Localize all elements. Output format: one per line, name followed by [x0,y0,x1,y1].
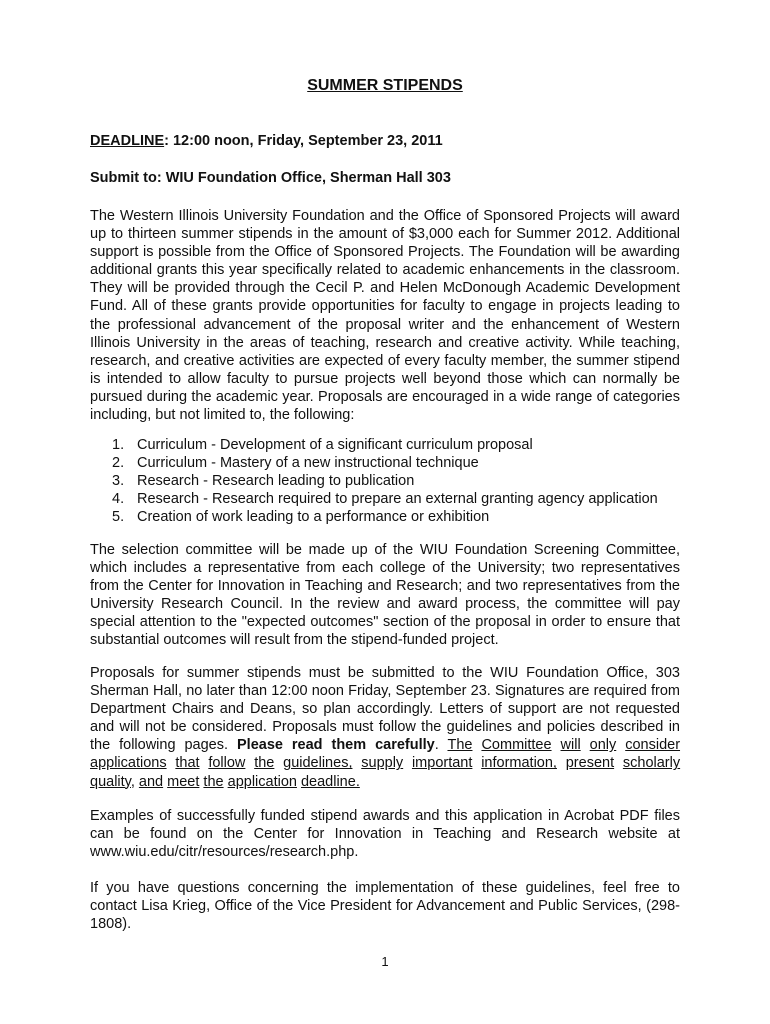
underlined-word: information, [481,755,557,772]
list-item-number: 1. [112,437,125,453]
underlined-word: important [411,755,473,772]
underlined-word: scholarly [622,755,681,772]
list-item-text: Curriculum - Development of a significant curriculum proposal [137,437,533,453]
page-number: 1 [381,954,389,969]
underlined-word: and [138,773,164,790]
underlined-word: the [203,773,224,790]
underlined-word: applications [90,755,167,772]
underlined-word: Committee [481,737,552,754]
list-item-text: Research - Research required to prepare an external granting agency application [137,491,658,508]
list-item-text: Creation of work leading to a performance or exhibition [137,509,490,526]
contact-paragraph: If you have questions concerning the implementation of these guidelines, feel free to contact Lisa Krieg, Office of the Vice President for Advancement and Public Services, (298-1808). [90,880,680,933]
committee-paragraph: The selection committee will be made up of the WIU Foundation Screening Committee, which includes a representative from each college of the University; two representatives from the Center for Innovation in Teaching and Research; and two representatives from the University Research Council. In the review and award process, the committee will pay special attention to the "expected outcomes" section of the proposal in order to ensure that substantial outcomes will result from the stipend-funded project. [90,542,680,649]
list-item [90,472,690,490]
examples-paragraph: Examples of successfully funded stipend awards and this application in Acrobat PDF files can be found on the Center for Innovation in Teaching and Research website at www.wiu.edu/citr/resources/research.php. [90,808,680,861]
underlined-word: meet [167,773,200,790]
list-item [90,508,690,526]
list-item-text: Curriculum - Mastery of a new instructional technique [137,455,479,472]
list-item-number: 4. [112,491,125,508]
underlined-word: will [560,737,581,754]
underlined-word: application [227,773,297,790]
deadline-value: : 12:00 noon, Friday, September 23, 2011 [164,133,443,149]
list-item-text: Research - Research leading to publication [137,473,415,490]
underlined-word: The [447,737,473,754]
intro-paragraph: The Western Illinois University Foundation and the Office of Sponsored Projects will award up to thirteen summer stipends in the amount of $3,000 each for Summer 2012. Additional support is possible from the Office of Sponsored Projects. The Foundation will be awarding additional grants this year specifically related to academic enhancements in the classroom. They will be provided through the Cecil P. and Helen McDonough Academic Development Fund. All of these grants provide opportunities for faculty to engage in projects leading to the professional advancement of the proposal writer and the enhancement of Western Illinois University in the areas of teaching, research and creative activity. While teaching, research, and creative activities are expected of every faculty member, the summer stipend is intended to allow faculty to pursue projects well beyond those which can normally be pursued during the academic year. Proposals are encouraged in a wide range of categories including, but not limited to, the following: [90,208,680,424]
underlined-word: deadline. [300,773,360,790]
list-item-number: 5. [112,509,125,526]
read-carefully-emphasis: Please read them carefully [237,737,435,754]
underlined-word: only [589,737,617,754]
underlined-word: follow [208,755,246,772]
period: . [434,737,439,754]
underlined-word: the [254,755,275,772]
submission-paragraph [90,664,680,791]
underlined-word: guidelines, [283,755,353,772]
underlined-word: supply [361,755,404,772]
submit-to-line: Submit to: WIU Foundation Office, Sherman Hall 303 [90,170,451,186]
deadline-line [90,133,443,149]
list-item [90,454,690,472]
categories-list [90,436,690,526]
underlined-word: present [565,755,615,772]
page-title: SUMMER STIPENDS [307,77,463,94]
submission-text: Proposals for summer stipends must be submitted to the WIU Foundation Office, 303 Sherman Hall, no later than 12:00 noon Friday, September 23. Signatures are required from Department Chairs and Deans, so plan accordingly. Letters of support are not requested and will not be considered. Proposals must follow the guidelines and policies described in the following pages. [90,665,680,754]
underlined-word: that [175,755,200,772]
list-item-number: 2. [112,455,125,472]
underlined-word: quality, [90,773,135,790]
deadline-label: DEADLINE [90,133,165,149]
list-item [90,490,690,508]
list-item-number: 3. [112,473,125,490]
underlined-word: consider [625,737,681,754]
list-item [90,436,690,454]
